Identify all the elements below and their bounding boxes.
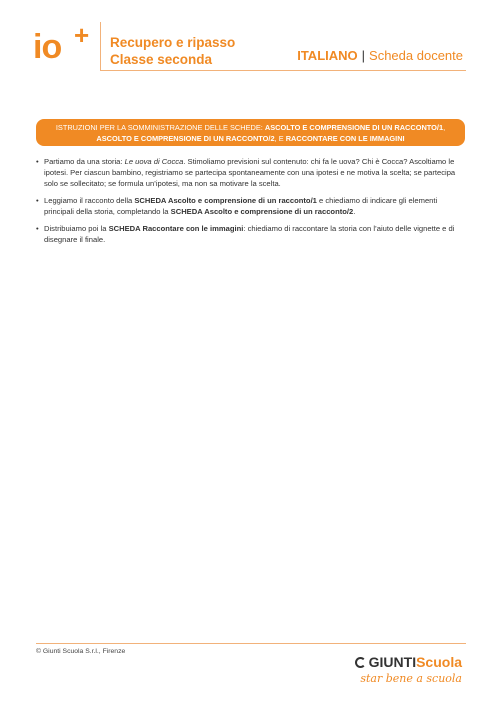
instructions-banner <box>36 119 465 146</box>
header-title-line1: Recupero e ripasso <box>110 35 236 50</box>
header-title <box>110 34 235 68</box>
subject-separator: | <box>361 48 366 63</box>
giunti-scuola-logo <box>355 654 462 685</box>
bullet-2-part3: . <box>353 207 356 216</box>
bullet-3-part2: : chiediamo di raccontare la storia con l’aiuto delle vignette e di disegnare il finale. <box>44 224 455 244</box>
banner-intro: ISTRUZIONI PER LA SOMMINISTRAZIONE DELLE SCHEDE: <box>55 123 265 132</box>
list-item <box>36 195 468 217</box>
banner-item-3: RACCONTARE CON LE IMMAGINI <box>285 134 405 143</box>
story-title: Le uova di Cocca <box>124 157 184 166</box>
io-plus-logo <box>33 22 93 68</box>
banner-and: , E <box>274 134 286 143</box>
bullet-1-part1: Partiamo da una storia: <box>44 157 125 166</box>
bullet-2-part1: Leggiamo il racconto della <box>44 196 135 205</box>
bullet-3-part1: Distribuiamo poi la <box>44 224 109 233</box>
plus-icon: + <box>74 20 90 50</box>
giunti-g-icon <box>355 657 366 668</box>
banner-item-2: ASCOLTO E COMPRENSIONE DI UN RACCONTO/2 <box>96 134 275 143</box>
list-item <box>36 156 468 189</box>
bullet-3-scheda: SCHEDA Raccontare con le immagini <box>108 224 244 233</box>
header-vertical-divider <box>100 22 101 70</box>
logo-io-text: io <box>33 28 62 66</box>
header-subject <box>297 47 463 64</box>
brand-tagline: star bene a scuola <box>360 672 462 685</box>
banner-comma: , <box>443 123 446 132</box>
list-item <box>36 223 468 245</box>
footer-rule <box>36 643 466 644</box>
brand-name <box>355 654 462 670</box>
sheet-type-label: Scheda docente <box>369 48 463 63</box>
copyright-text: © Giunti Scuola S.r.l., Firenze <box>36 648 126 655</box>
bullet-2-scheda-2: SCHEDA Ascolto e comprensione di un racconto/2 <box>170 207 354 216</box>
subject-label: ITALIANO <box>297 48 358 63</box>
banner-item-1: ASCOLTO E COMPRENSIONE DI UN RACCONTO/1 <box>264 123 444 132</box>
bullet-1-part2: . Stimoliamo previsioni sul contenuto: chi fa le uova? Chi è Cocca? Ascoltiamo le ipotesi. Per ciascun bambino, registriamo se partecipa spontaneamente con una ipotesi e ne motiva la scelta; se partecipa solo se sollecitato; se formula un’ipotesi, ma non sa motivare la scelta. <box>44 157 456 188</box>
bullet-2-part2: e chiediamo di indicare gli elementi principali della storia, completando la <box>44 196 438 216</box>
bullet-2-scheda-1: SCHEDA Ascolto e comprensione di un racconto/1 <box>134 196 317 205</box>
header-rule <box>100 70 466 71</box>
brand-giunti: GIUNTI <box>368 654 417 670</box>
brand-scuola: Scuola <box>416 654 462 670</box>
header-title-line2: Classe seconda <box>110 52 213 67</box>
instructions-list <box>36 156 468 251</box>
